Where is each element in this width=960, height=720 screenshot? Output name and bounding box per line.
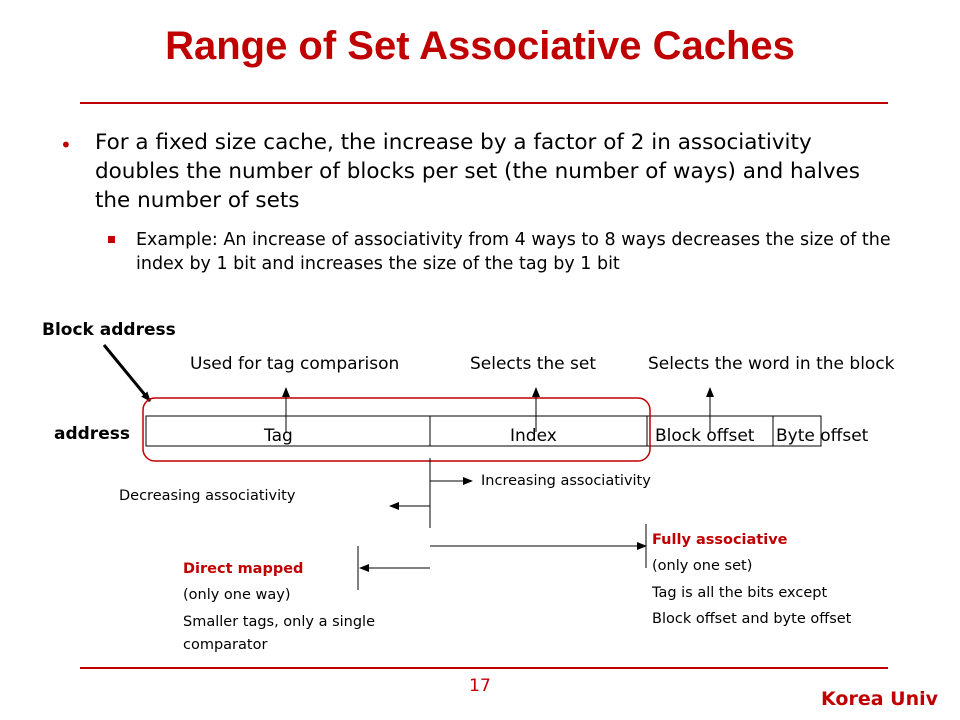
block-offset-field: Block offset: [655, 426, 755, 446]
direct-mapped-title: Direct mapped: [183, 561, 304, 577]
bullet-text-1: For a fixed size cache, the increase by a factor of 2 in associativity doubles the number of blocks per set (the number of ways) and halves the number of sets: [95, 130, 860, 213]
page-number: 17: [469, 676, 491, 696]
direct-mapped-line1: (only one way): [183, 587, 291, 603]
index-use-label: Selects the set: [470, 354, 596, 374]
footer-divider: [80, 667, 888, 669]
page-title: Range of Set Associative Caches: [165, 24, 795, 68]
increasing-associativity-label: Increasing associativity: [481, 473, 651, 489]
direct-mapped-line2: Smaller tags, only a single: [183, 614, 376, 630]
tag-field: Tag: [264, 426, 293, 446]
fully-associative-title: Fully associative: [652, 532, 788, 548]
bullet-text-2: Example: An increase of associativity from 4 ways to 8 ways decreases the size of the index by 1 bit and increases the size of the tag by 1 bit: [136, 230, 891, 274]
bullet-dot-icon: •: [60, 133, 72, 157]
address-label: address: [54, 424, 130, 444]
block-address-arrow: [104, 345, 150, 401]
block-address-label: Block address: [42, 320, 176, 340]
fully-associative-line3: Block offset and byte offset: [652, 611, 852, 627]
block-address-highlight: [143, 398, 650, 461]
index-field: Index: [510, 426, 557, 446]
tag-use-label: Used for tag comparison: [190, 354, 400, 374]
organization-name: Korea Univ: [821, 688, 938, 710]
fully-associative-line2: Tag is all the bits except: [652, 585, 828, 601]
fully-associative-line1: (only one set): [652, 558, 753, 574]
direct-mapped-line3: comparator: [183, 637, 268, 653]
byte-offset-field: Byte offset: [776, 426, 869, 446]
offset-use-label: Selects the word in the block: [648, 354, 895, 374]
decreasing-associativity-label: Decreasing associativity: [119, 488, 296, 504]
